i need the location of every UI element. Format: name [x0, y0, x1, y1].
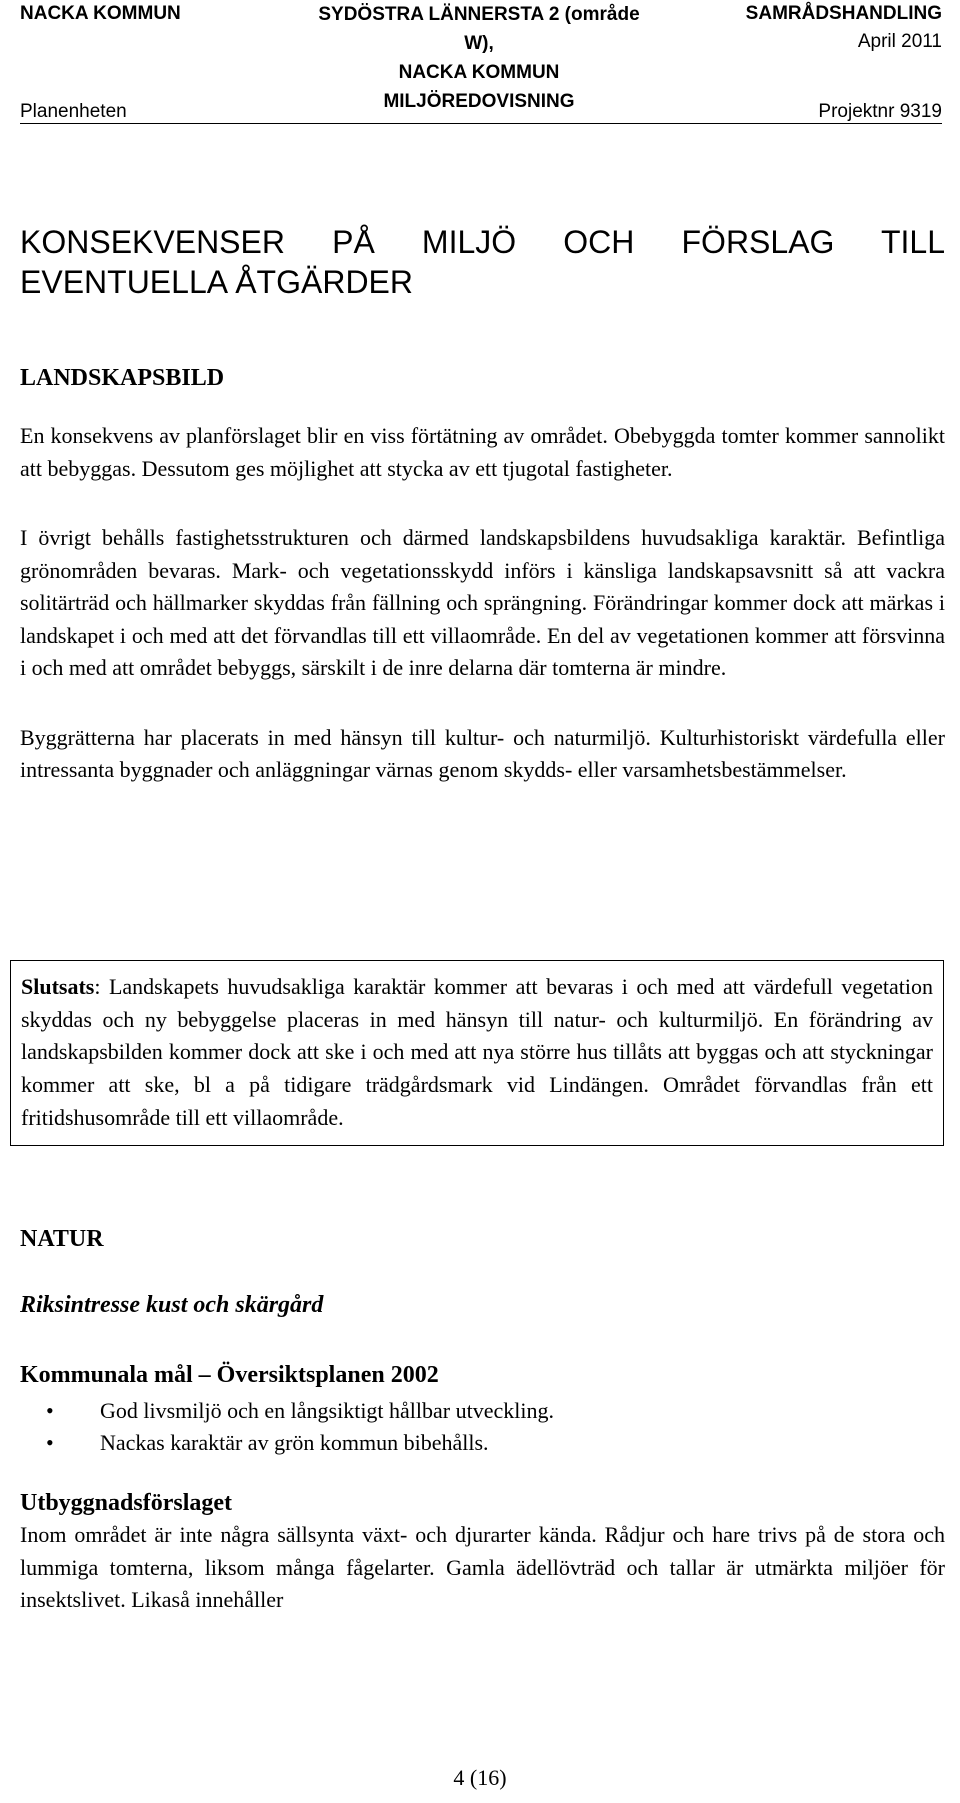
list-item-text: God livsmiljö och en långsiktigt hållbar utveckling.	[100, 1398, 554, 1423]
page-header	[20, 0, 942, 122]
conclusion-box	[10, 960, 944, 1146]
header-project: Projektnr 9319	[818, 101, 942, 122]
bullet-icon: •	[46, 1398, 54, 1423]
riksintresse-heading: Riksintresse kust och skärgård	[20, 1292, 324, 1318]
natur-section	[20, 1223, 945, 1617]
header-org: NACKA KOMMUN	[20, 3, 181, 24]
goals-list	[20, 1395, 945, 1459]
header-middle-line: W),	[464, 33, 494, 54]
header-unit: Planenheten	[20, 101, 127, 122]
page-number: 4 (16)	[453, 1765, 507, 1790]
page-title: KONSEKVENSER PÅ MILJÖ OCH FÖRSLAG TILL EVENTUELLA ÅTGÄRDER	[20, 224, 945, 300]
header-right	[745, 0, 942, 122]
paragraph: Inom området är inte några sällsynta växt- och djurarter kända. Rådjur och hare trivs på de stora och lummiga tomterna, liksom många fågelarter. Gamla ädellövträd och tallar är utmärkta miljöer för insektslivet. Likaså innehåller	[20, 1522, 945, 1612]
header-middle	[316, 0, 642, 116]
header-doc-type: SAMRÅDSHANDLING	[745, 3, 942, 24]
header-middle-line: SYDÖSTRA LÄNNERSTA 2 (område	[318, 4, 640, 25]
kommunala-mal-heading: Kommunala mål – Översiktsplanen 2002	[20, 1362, 439, 1388]
paragraph: En konsekvens av planförslaget blir en viss förtätning av området. Obebyggda tomter kommer sannolikt att bebyggas. Dessutom ges möjlighet att stycka av ett tjugotal fastigheter.	[20, 423, 945, 481]
bullet-icon: •	[46, 1430, 54, 1455]
header-date: April 2011	[857, 31, 942, 52]
section-heading-natur: NATUR	[20, 1226, 104, 1252]
section-heading-landskapsbild: LANDSKAPSBILD	[20, 365, 225, 391]
conclusion-body: : Landskapets huvudsakliga karaktär kommer att bevaras i och med att värdefull vegetation skyddas och ny bebyggelse placeras in med hänsyn till natur- och kulturmiljö. En förändring av landskapsbilden kommer dock att ske i och med att nya större hus tillåts att byggas och att styckningar kommer att ske, bl a på tidigare trädgårdsmark vid Lindängen. Området förvandlas från ett fritidshusområde till ett villaområde.	[21, 974, 933, 1130]
list-item	[20, 1395, 945, 1427]
header-left	[20, 0, 181, 122]
conclusion-label: Slutsats	[21, 974, 95, 999]
utbyggnad-heading: Utbyggnadsförslaget	[20, 1490, 233, 1516]
conclusion-text	[21, 971, 933, 1135]
list-item	[20, 1427, 945, 1459]
list-item-text: Nackas karaktär av grön kommun bibehålls.	[100, 1430, 489, 1455]
paragraph: I övrigt behålls fastighetsstrukturen och därmed landskapsbildens huvudsakliga karaktär. Befintliga grönområden bevaras. Mark- och vegetationsskydd införs i känsliga landskapsavsnitt så att vackra solitärträd och hällmarker skyddas från fällning och sprängning. Förändringar kommer dock att märkas i landskapet i och med att det förvandlas till ett villaområde. En del av vegetationen kommer att försvinna i och med att området bebyggs, särskilt i de inre delarna där tomterna är mindre.	[20, 525, 945, 680]
header-middle-line: MILJÖREDOVISNING	[383, 91, 575, 112]
header-middle-line: NACKA KOMMUN	[398, 62, 560, 83]
header-rule	[20, 123, 942, 124]
paragraph: Byggrätterna har placerats in med hänsyn till kultur- och naturmiljö. Kulturhistoriskt värdefulla eller intressanta byggnader och anläggningar värnas genom skydds- eller varsamhetsbestämmelser.	[20, 724, 945, 782]
main-content	[20, 222, 945, 787]
